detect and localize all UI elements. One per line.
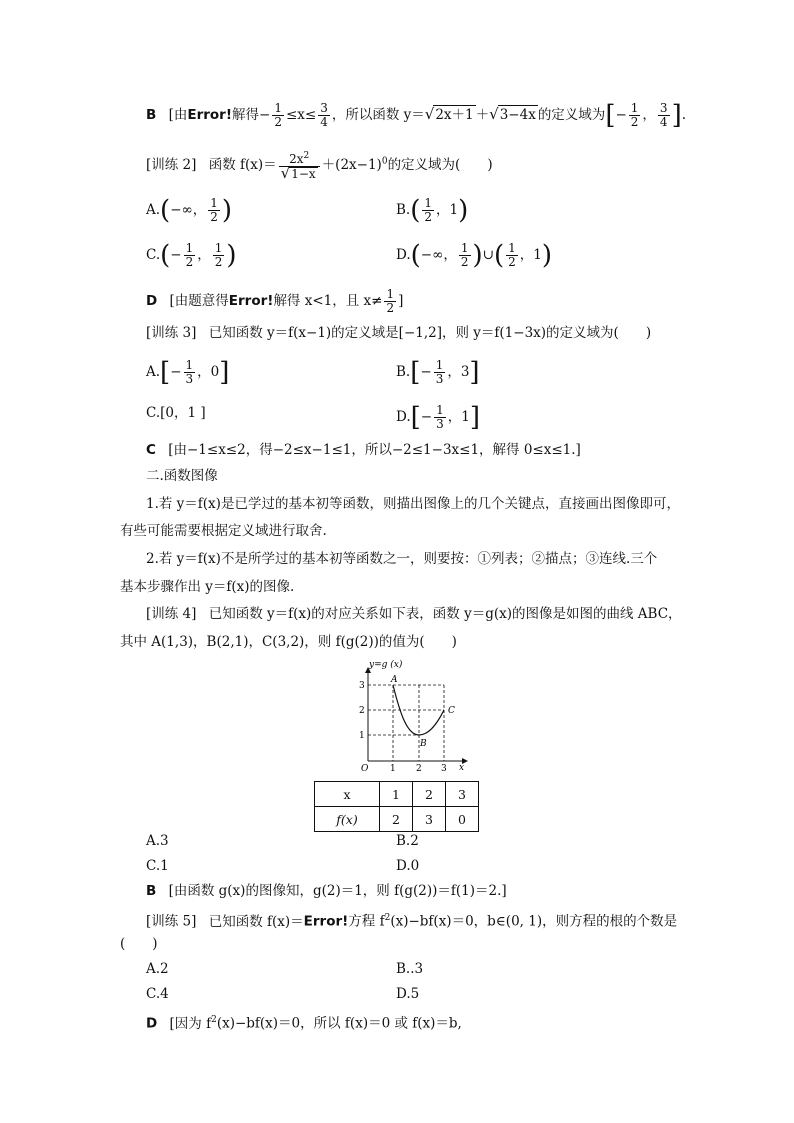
exercise-3-option-a: A.[− $\frac{1}{3}$ ，0] [146, 357, 230, 388]
exercise-4-option-c: C.1 [146, 858, 169, 874]
exercise-4-option-a: A.3 [146, 833, 169, 849]
exercise-4-question-line-1: [训练 4] 已知函数 y＝f(x)的对应关系如下表，函数 y＝g(x)的图像是如图的曲线 ABC， [146, 606, 682, 622]
exercise-5-question-line-2: ( ) [120, 936, 158, 952]
section-heading: 二.函数图像 [146, 468, 218, 484]
y-tick-2: 2 [359, 706, 365, 716]
exercise-4-option-d: D.0 [396, 858, 420, 874]
paragraph-2-line-2: 基本步骤作出 y＝f(x)的图像. [120, 579, 295, 595]
function-table [314, 781, 479, 832]
point-b-label: B [420, 739, 427, 749]
exercise-2-option-b: B.( $\frac{1}{2}$ ，1) [396, 195, 469, 226]
point-c-label: C [448, 706, 455, 716]
exercise-5-option-b: B..3 [396, 961, 424, 977]
origin-label: O [361, 764, 369, 772]
y-tick-1: 1 [359, 731, 365, 741]
x-tick-2: 2 [416, 764, 422, 772]
paragraph-2-line-1: 2.若 y＝f(x)不是所学过的基本初等函数之一，则要按：①列表；②描点；③连线.三个 [146, 551, 658, 567]
x-tick-3: 3 [441, 764, 447, 772]
y-axis-label: y=g (x) [369, 660, 403, 670]
y-tick-3: 3 [359, 681, 365, 691]
point-a-label: A [391, 675, 398, 685]
answer-3: C [由−1≤x≤2，得−2≤x−1≤1，所以−2≤1−3x≤1，解得 0≤x≤1.] [146, 442, 581, 458]
answer-2: D [由题意得Error!解得 x<1，且 x≠ $\frac{1}{2}$ ] [146, 287, 404, 315]
exercise-5-option-a: A.2 [146, 961, 169, 977]
paragraph-1-line-2: 有些可能需要根据定义域进行取舍. [120, 523, 327, 539]
exercise-4-option-b: B.2 [396, 833, 419, 849]
exercise-3-option-d: D.[− $\frac{1}{3}$ ，1] [396, 402, 480, 433]
answer-5: D [因为 $f^2(x)-bf(x)=0$，所以 f(x)＝0 或 f(x)＝b, [146, 1015, 462, 1032]
exercise-5-option-c: C.4 [146, 986, 169, 1002]
exercise-3-option-c: C.[0，1 ] [146, 405, 206, 421]
x-axis-label: x [459, 763, 465, 772]
exercise-5-option-d: D.5 [396, 986, 420, 1002]
x-tick-1: 1 [390, 764, 396, 772]
table-row: x 1 2 3 [315, 782, 479, 807]
exercise-2-option-a: A.(−∞， $\frac{1}{2}$ ) [146, 195, 233, 226]
function-graph [355, 658, 475, 772]
exercise-5-question-line-1: [训练 5] 已知函数 f(x)＝Error!方程 $f^2(x)-bf(x)=0$，b∈(0, 1)，则方程的根的个数是 [146, 913, 678, 930]
exercise-4-question-line-2: 其中 A(1,3)，B(2,1)，C(3,2)，则 f(g(2))的值为( ) [120, 634, 457, 650]
exercise-3-option-b: B.[− $\frac{1}{3}$ ，3] [396, 357, 480, 388]
exercise-2-question: [训练 2] 函数 f(x)＝ $\frac{2x^2}{√1-x}$ $+(2x-1)^0$的定义域为( ) [146, 151, 493, 182]
exercise-2-option-d: D.(−∞， $\frac{1}{2}$ )∪( $\frac{1}{2}$ ，1) [396, 240, 553, 271]
paragraph-1-line-1: 1.若 y＝f(x)是已学过的基本初等函数，则描出图像上的几个关键点，直接画出图像即可， [146, 496, 680, 512]
answer-1: B [由Error!解得− $\frac{1}{2}$ ≤x≤ $\frac{3}{4}$ ，所以函数 y＝√2x＋1 ＋√3−4x 的定义域为[− $\frac{1}{2}$ ， $\frac{3}{4}$ ]. [146, 100, 687, 131]
exercise-2-option-c: C.(− $\frac{1}{2}$ ， $\frac{1}{2}$ ) [146, 240, 237, 271]
answer-4: B [由函数 g(x)的图像知，g(2)＝1，则 f(g(2))＝f(1)＝2.] [146, 883, 507, 899]
table-row: f(x) 2 3 0 [315, 807, 479, 832]
exercise-3-question: [训练 3] 已知函数 y＝f(x−1)的定义域是[−1,2]，则 y＝f(1−3x)的定义域为( ) [146, 325, 652, 341]
